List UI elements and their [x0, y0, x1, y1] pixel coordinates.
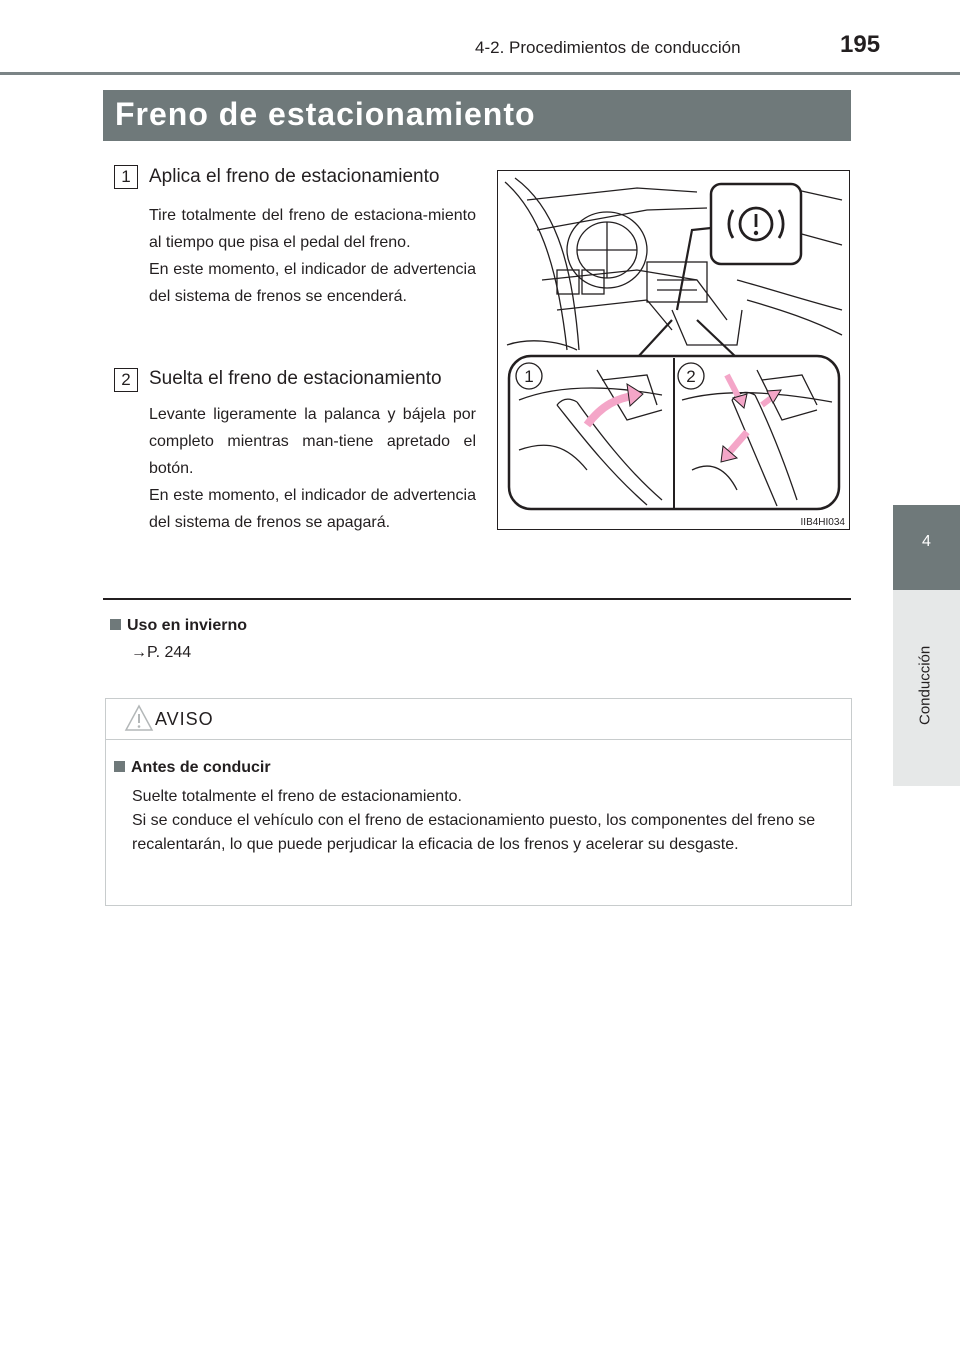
chapter-label: Conducción — [916, 645, 934, 725]
title-banner — [103, 90, 851, 141]
running-header: 4-2. Procedimientos de conducción — [475, 38, 741, 57]
step-1-heading: Aplica el freno de estacionamiento — [149, 166, 440, 187]
square-bullet-icon — [110, 619, 121, 630]
chapter-tab-label-area — [893, 590, 960, 786]
chapter-number: 4 — [922, 533, 931, 550]
warning-triangle-icon — [124, 704, 154, 732]
illustration-code: IIB4HI034 — [800, 517, 845, 528]
step-1-paragraph-1: Tire totalmente del freno de estaciona-miento al tiempo que pisa el pedal del freno. — [149, 207, 476, 251]
step-2-badge: 2 — [114, 368, 138, 392]
step-2-heading: Suelta el freno de estacionamiento — [149, 368, 442, 389]
callout-1-label: 1 — [524, 367, 534, 386]
step-2-paragraph-1: Levante ligeramente la palanca y bájela por completo mientras man-tiene apretado el botón. — [149, 406, 476, 477]
step-2-text — [149, 401, 476, 536]
warning-box — [105, 698, 852, 906]
callout-2-label: 2 — [686, 367, 696, 386]
chapter-tab — [893, 505, 960, 590]
page-number: 195 — [840, 31, 881, 58]
warning-subheading — [114, 759, 271, 777]
warning-paragraph-2: Si se conduce el vehículo con el freno de estacionamiento puesto, los componentes del freno se recalentarán, lo que puede perjudicar la eficacia de los frenos y acelerar su desgaste. — [132, 812, 816, 853]
step-2-paragraph-2: En este momento, el indicador de advertencia del sistema de frenos se apagará. — [149, 487, 476, 531]
step-1-text — [149, 202, 476, 310]
page-title: Freno de estacionamiento — [115, 96, 536, 132]
square-bullet-icon — [114, 761, 125, 772]
winter-heading-text: Uso en invierno — [127, 617, 248, 634]
step-1-badge: 1 — [114, 165, 138, 189]
header-divider — [0, 72, 960, 75]
winter-page-reference[interactable]: →P. 244 — [131, 644, 192, 661]
warning-header — [106, 699, 851, 740]
section-divider — [103, 598, 851, 600]
warning-title: AVISO — [155, 709, 214, 729]
warning-paragraph-1: Suelte totalmente el freno de estacionamiento. — [132, 788, 462, 805]
parking-brake-illustration — [497, 170, 850, 530]
warning-subheading-text: Antes de conducir — [131, 759, 271, 776]
step-1-paragraph-2: En este momento, el indicador de advertencia del sistema de frenos se encenderá. — [149, 261, 476, 305]
warning-text — [132, 785, 837, 857]
winter-heading — [110, 617, 247, 635]
